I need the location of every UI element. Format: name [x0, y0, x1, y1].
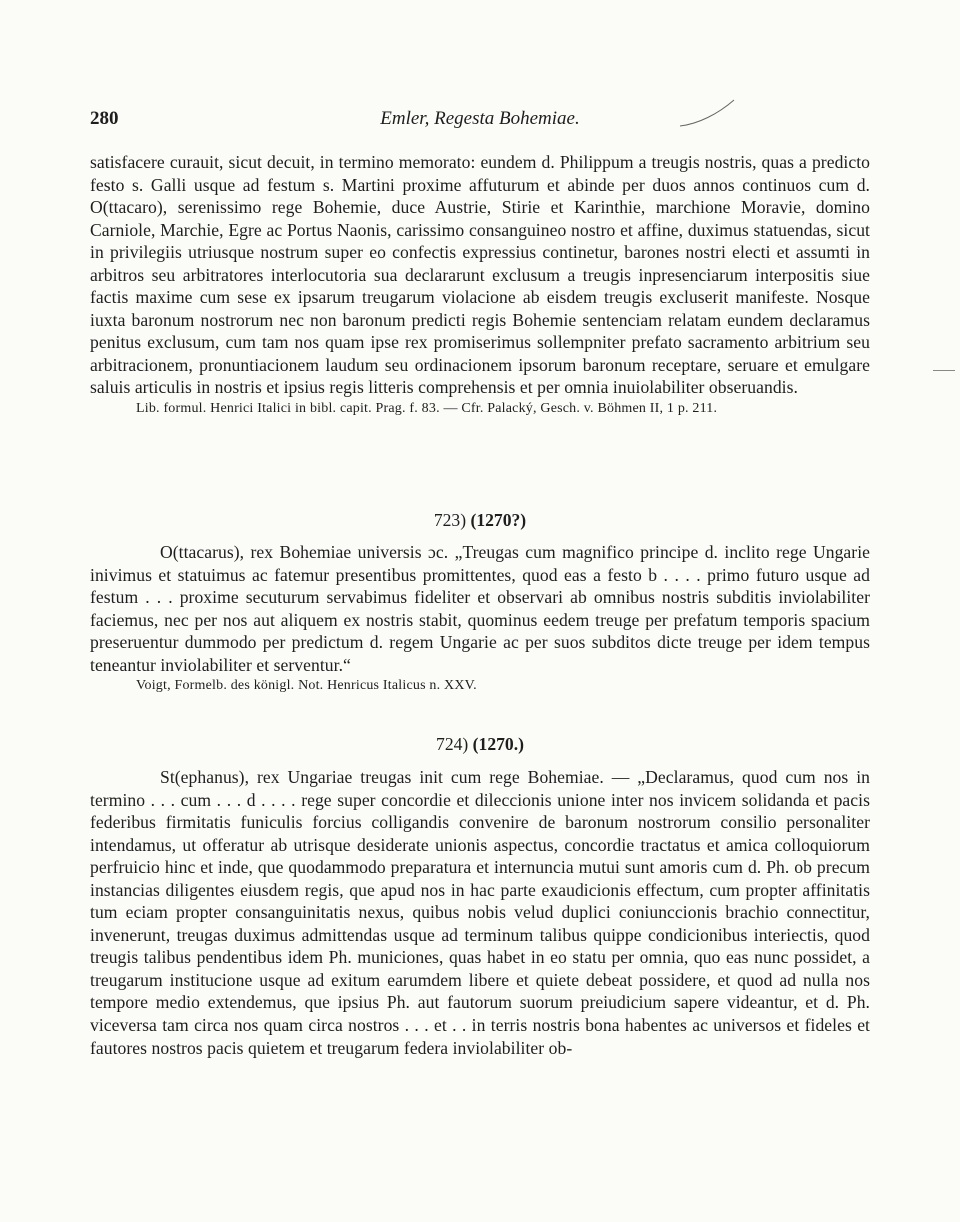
page-number: 280 — [90, 108, 119, 129]
entry-723-number: 723) — [433, 510, 467, 530]
entry-724-heading — [90, 734, 870, 755]
entry-722-source: Lib. formul. Henrici Italici in bibl. capit. Prag. f. 83. — Cfr. Palacký, Gesch. v. Böhmen II, 1 p. 211. — [136, 401, 718, 417]
entry-723-date: (1270?) — [470, 510, 527, 530]
entry-722-text: satisfacere curauit, sicut decuit, in termino memorato: eundem d. Philippum a treugis nostris, quas a predicto festo s. Galli usque ad festum s. Martini proxime affuturum et abinde per duos annos continuos cum d. O(ttacaro), serenissimo rege Bohemie, duce Austrie, Stirie et Karinthie, marchione Moravie, domino Carniole, Marchie, Egre ac Portus Naonis, carissimo consanguineo nostro et affine, duximus statuendas, sicut in privilegiis utriusque nostrum super eo confectis expressius continetur, barones nostri electi et assumti in arbitros seu arbitratores interlocutoria sua declararunt exclusum a treugis inpresenciarum interpositis siue factis maxime cum sese ex ipsarum treugarum violacione ab eisdem treugis excluserit manifeste. Nosque iuxta baronum nostrorum nec non baronum predicti regis Bohemie sentenciam relatam eundem declaramus penitus exclusum, cum tam nos quam ipse rex promiserimus sollempniter prefato sacramento arbitrium seu arbitracionem, pronuntiacionem laudum seu ordinacionem ipsorum baronum receptare, seruare et emulgare saluis articulis in nostris et ipsius regis litteris comprehensis et per omnia inuiolabiliter obseruandis. — [90, 152, 870, 398]
entry-723-heading — [90, 510, 870, 531]
pencil-mark-icon — [678, 96, 738, 132]
entry-724-text: St(ephanus), rex Ungariae treugas init cum rege Bohemiae. — „Declaramus, quod cum nos in termino . . . cum . . . d . . . . rege super concordie et dileccionis unione inter nos invicem solidanda et pacis federibus firmitatis funiculis forcius colligandis convenire de baronum nostrorum consilio personaliter intendamus, ut offeratur ab utrisque desiderate unionis aspectus, concordie tractatus et amica colloquiorum perfruicio hinc et inde, que quodammodo preparatura et internuncia mutui sunt amoris cum d. Ph. ob precum instancias diligentes eiusdem regis, que apud nos in hac parte exaudicionis effectum, cum propter affinitatis tum eciam propter consanguinitatis nexus, quibus nobis velud duplici coniunccionis brachio connectitur, invenerunt, treugas duximus admittendas usque ad terminum talibus quippe condicionibus interiectis, quod treugis talibus pendentibus idem Ph. municiones, quas habet in eo statu per omnia, quo eas nunc possidet, a treugarum institucione usque ad exitum earumdem libere et quiete debeat possidere, et quod ad nulla nos tempore medio extendemus, que ipsius Ph. aut fautorum suorum preiudicium sapere videantur, et d. Ph. viceversa tam circa nos quam circa nostros . . . et . . in terris nostris bona habentes ac universos et fideles et fautores nostros pacis quietem et treugarum federa inviolabiliter ob- — [90, 767, 870, 1058]
running-title: Emler, Regesta Bohemiae. — [380, 108, 580, 129]
entry-722-continuation — [90, 151, 870, 419]
entry-724 — [90, 766, 870, 1059]
page-header — [90, 104, 870, 134]
entry-723-source: Voigt, Formelb. des königl. Not. Henricus Italicus n. XXV. — [136, 678, 477, 694]
entry-723 — [90, 541, 870, 696]
margin-mark — [933, 370, 955, 371]
entry-724-date: (1270.) — [472, 734, 524, 754]
entry-724-number: 724) — [436, 734, 469, 754]
entry-723-text: O(ttacarus), rex Bohemiae universis ɔc. „Treugas cum magnifico principe d. inclito rege Ungarie inivimus et statuimus ac fatemur presentibus promittentes, quod eas a festo b . . . . primo futuro usque ad festum . . . proxime secuturum servabimus fideliter et observari ab omnibus nostris subditis inviolabiliter faciemus, nec per nos aut aliquem ex nostris stabit, quominus eedem treuge per prefatum temporis spacium preseruentur dummodo per predictum d. regem Ungarie ac per suos subditos dicte treuge per idem tempus teneantur inviolabiliter et serventur.“ — [90, 542, 870, 675]
